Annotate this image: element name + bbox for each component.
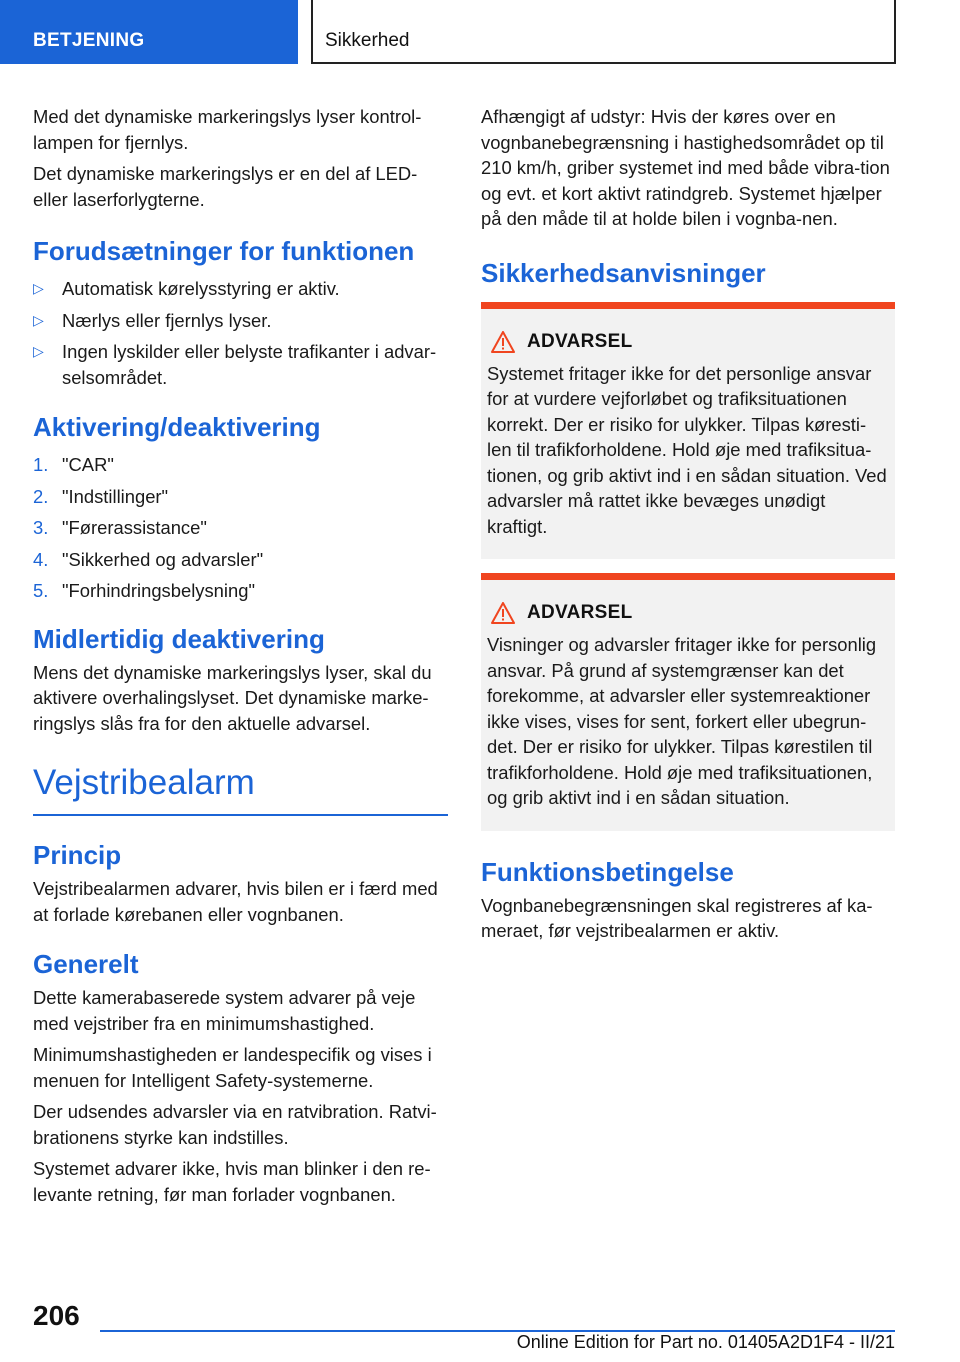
general-paragraph-1: Dette kamerabaserede system advarer på veje med vejstriber fra en minimumshastighed. bbox=[33, 987, 416, 1034]
list-item: ▷ Nærlys eller fjernlys lyser. bbox=[33, 308, 448, 334]
step-item: 1. "CAR" bbox=[33, 454, 114, 475]
general-paragraph-4: Systemet advarer ikke, hvis man blinker i den re‐levante retning, før man forlader vognbanen. bbox=[33, 1158, 431, 1205]
right-column bbox=[481, 104, 895, 950]
step-item: 3. "Førerassistance" bbox=[33, 517, 207, 538]
warning-title: ADVARSEL bbox=[527, 330, 633, 352]
warning-box-2 bbox=[481, 573, 895, 831]
step-item: 4. "Sikkerhed og advarsler" bbox=[33, 548, 264, 570]
page-number: 206 bbox=[33, 1300, 80, 1331]
warning-box-1 bbox=[481, 302, 895, 560]
temp-deactivation-heading: Midlertidig deaktivering bbox=[33, 623, 325, 654]
left-column bbox=[33, 104, 448, 1213]
list-item: ▷ Automatisk kørelysstyring er aktiv. bbox=[33, 276, 448, 302]
warning-text: Visninger og advarsler fritager ikke for personlig ansvar. På grund af systemgrænser kan det forekomme, at advarsler eller systemreaktioner ikke vises, vises for sent, forkert eller ubegrun‐det. Der er risiko for ulykker. Tilpas kørestilen til trafikforholdene. Hold øje med trafiksituationen, og grib aktivt ind i en sådan situation. bbox=[487, 634, 877, 808]
temp-deactivation-text: Mens det dynamiske markeringslys lyser, skal du aktivere overhalingslyset. Det dynamiske marke‐ringslys slås fra for den aktuelle advarsel. bbox=[33, 661, 432, 734]
general-heading: Generelt bbox=[33, 949, 139, 979]
prereq-list bbox=[33, 276, 448, 390]
main-title: Vejstribealarm bbox=[33, 763, 255, 802]
prereq-heading: Forudsætninger for funktionen bbox=[33, 236, 415, 266]
general-paragraph-2: Minimumshastigheden er landespecifik og vises i menuen for Intelligent Safety-systemerne. bbox=[33, 1044, 432, 1091]
title-rule bbox=[33, 814, 448, 816]
triangle-bullet-icon: ▷ bbox=[33, 280, 44, 296]
warning-triangle-icon bbox=[487, 329, 527, 355]
edition-text: Online Edition for Part no. 01405A2D1F4 - II/21 bbox=[516, 1332, 895, 1352]
activation-heading: Aktivering/deaktivering bbox=[33, 412, 321, 442]
triangle-bullet-icon: ▷ bbox=[33, 311, 44, 328]
triangle-bullet-icon: ▷ bbox=[33, 343, 44, 359]
safety-heading: Sikkerhedsanvisninger bbox=[481, 257, 766, 288]
principle-heading: Princip bbox=[33, 840, 122, 870]
intro-paragraph-1: Med det dynamiske markeringslys lyser kontrol‐lampen for fjernlys. bbox=[33, 106, 422, 153]
steps-list bbox=[33, 452, 448, 604]
step-item: 5. "Forhindringsbelysning" bbox=[33, 580, 255, 601]
function-heading: Funktionsbetingelse bbox=[481, 856, 734, 887]
principle-text: Vejstribealarmen advarer, hvis bilen er i færd med at forlade kørebanen eller vognbanen. bbox=[33, 878, 438, 925]
step-item: 2. "Indstillinger" bbox=[33, 485, 169, 507]
function-text: Vognbanebegrænsningen skal registreres af ka‐meraet, før vejstribealarmen er aktiv. bbox=[481, 894, 873, 941]
section-label: BETJENING bbox=[33, 30, 145, 51]
warning-title: ADVARSEL bbox=[527, 602, 633, 623]
warning-triangle-icon bbox=[487, 600, 527, 626]
intro-paragraph-2: Det dynamiske markeringslys er en del af LED-eller laserforlygterne. bbox=[33, 163, 418, 210]
list-item: ▷ Ingen lyskilder eller belyste trafikanter i advar‐selsområdet. bbox=[33, 341, 437, 388]
section-tab bbox=[0, 0, 298, 64]
general-paragraph-3: Der udsendes advarsler via en ratvibration. Ratvi‐brationens styrke kan indstilles. bbox=[33, 1101, 437, 1148]
right-intro-paragraph: Afhængigt af udstyr: Hvis der køres over en vognbanebegrænsning i hastighedsområdet op til 210 km/h, griber systemet ind med både vibra‐tion og evt. et kort aktivt ratindgreb. Systemet hjælper på den måde til at holde bilen i vognba‐nen. bbox=[481, 106, 890, 229]
subsection-label: Sikkerhed bbox=[325, 30, 410, 51]
subsection-box bbox=[311, 0, 896, 64]
warning-text: Systemet fritager ikke for det personlige ansvar for at vurdere vejforløbet og trafiksituationen korrekt. Der er risiko for ulykker. Tilpas køresti‐len til trafikforholdene. Hold øje med trafiksitua‐tionen, og grib aktivt ind i en sådan situation. Ved advarsler må rattet ikke bevæges unødigt kraftigt. bbox=[487, 362, 887, 537]
